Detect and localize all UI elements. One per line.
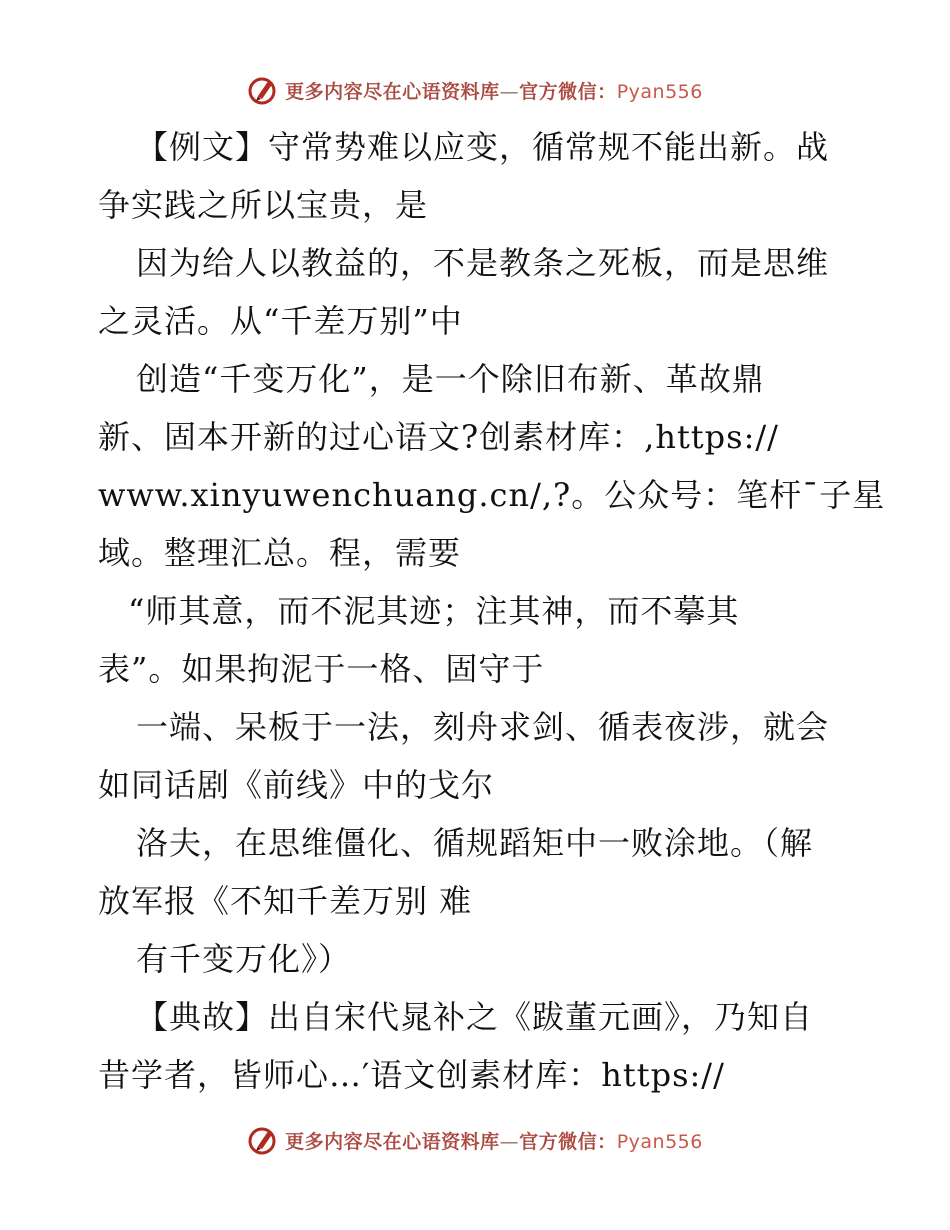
text-line: 【典故】出自宋代晁补之《跋董元画》，乃知自: [136, 998, 814, 1036]
text-line: 洛夫，在思维僵化、循规蹈矩中一败涂地。（解: [136, 824, 814, 862]
pen-nib-logo-icon: [247, 74, 279, 106]
text-line: www.xinyuwenchuang.cn/,?。公众号：笔杆¯子星: [98, 476, 886, 514]
text-line: “师其意，而不泥其迹；注其神，而不摹其: [128, 592, 740, 630]
text-line: 争实践之所以宝贵，是: [98, 186, 429, 224]
text-line: 创造“千变万化”，是一个除旧布新、革故鼎: [136, 360, 765, 398]
text-line: 【例文】守常势难以应变，循常规不能出新。战: [136, 128, 830, 166]
text-line: 新、固本开新的过心语文?创素材库：,https://: [98, 418, 779, 456]
header-banner: [0, 72, 950, 108]
text-line: 放军报《不知千差万别 难: [98, 882, 473, 920]
text-line: 有千变万化》）: [136, 940, 352, 978]
text-line: 如同话剧《前线》中的戈尔: [98, 766, 495, 804]
text-line: 一端、呆板于一法，刻舟求剑、循表夜涉，就会: [136, 708, 830, 746]
document-body: [98, 118, 886, 1104]
footer-banner: [0, 1122, 950, 1158]
header-banner-text: 更多内容尽在心语资料库—官方微信：Pyan556: [285, 80, 703, 103]
text-line: 之灵活。从“千差万别”中: [98, 302, 463, 340]
text-line: 域。整理汇总。程，需要: [98, 534, 462, 572]
text-line: 因为给人以教益的，不是教条之死板，而是思维: [136, 244, 830, 282]
text-line: 昔学者，皆师心…′语文创素材库：https://: [98, 1056, 725, 1094]
text-line: 表”。如果拘泥于一格、固守于: [98, 650, 545, 688]
pen-nib-logo-icon: [247, 1124, 279, 1156]
footer-banner-text: 更多内容尽在心语资料库—官方微信：Pyan556: [285, 1130, 703, 1153]
